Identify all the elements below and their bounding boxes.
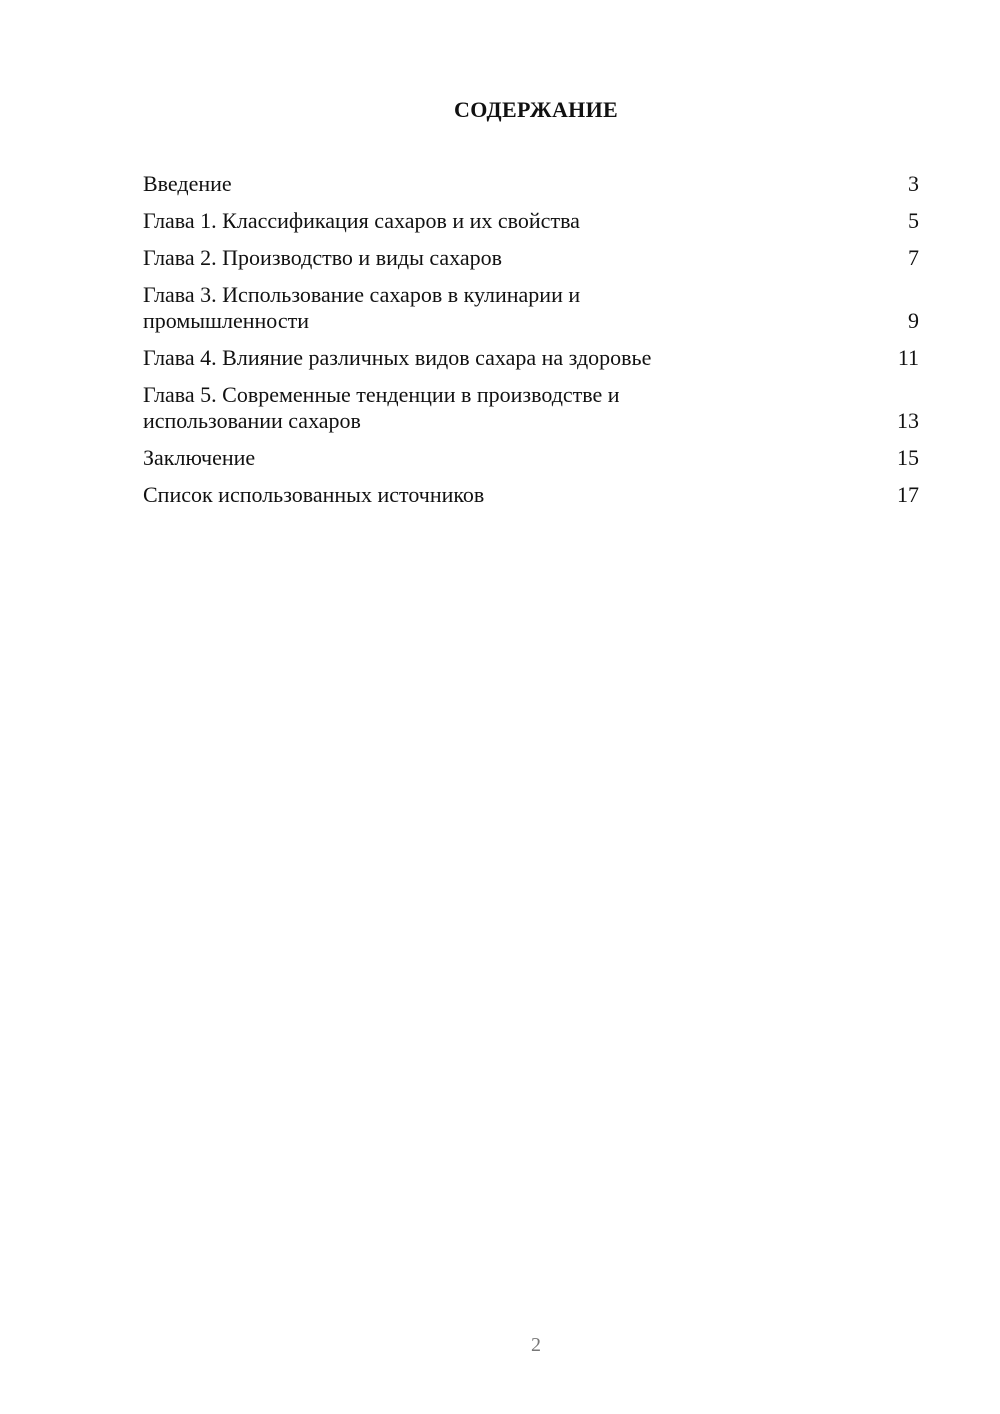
table-of-contents [143, 171, 919, 519]
toc-entry [143, 208, 919, 234]
toc-entry-page: 9 [908, 308, 919, 333]
toc-entry-title: Заключение [143, 445, 256, 470]
toc-entry [143, 482, 919, 508]
toc-entry [143, 445, 919, 471]
toc-entry-page: 7 [908, 245, 919, 270]
toc-entry [143, 345, 919, 371]
toc-entry-title: Глава 2. Производство и виды сахаров [143, 245, 503, 270]
toc-entry-page: 3 [908, 171, 919, 196]
toc-entry-title: Глава 4. Влияние различных видов сахара на здоровье [143, 345, 652, 370]
page-title: СОДЕРЖАНИЕ [454, 97, 618, 122]
toc-entry-page: 13 [897, 408, 919, 433]
toc-entry-page: 17 [897, 482, 919, 507]
toc-entry [143, 245, 919, 271]
toc-entry-title: Список использованных источников [143, 482, 485, 507]
toc-entry-page: 15 [897, 445, 919, 470]
toc-entry-page: 5 [908, 208, 919, 233]
toc-entry [143, 171, 919, 197]
toc-entry-page: 11 [897, 345, 919, 370]
toc-entry-title: Глава 5. Современные тенденции в производстве и использовании сахаров [143, 382, 620, 433]
toc-entry [143, 282, 919, 334]
toc-entry-title: Введение [143, 171, 232, 196]
toc-entry-title: Глава 1. Классификация сахаров и их свойства [143, 208, 580, 233]
page-number: 2 [531, 1334, 541, 1356]
toc-entry-title: Глава 3. Использование сахаров в кулинарии и промышленности [143, 282, 581, 333]
toc-entry [143, 382, 919, 434]
